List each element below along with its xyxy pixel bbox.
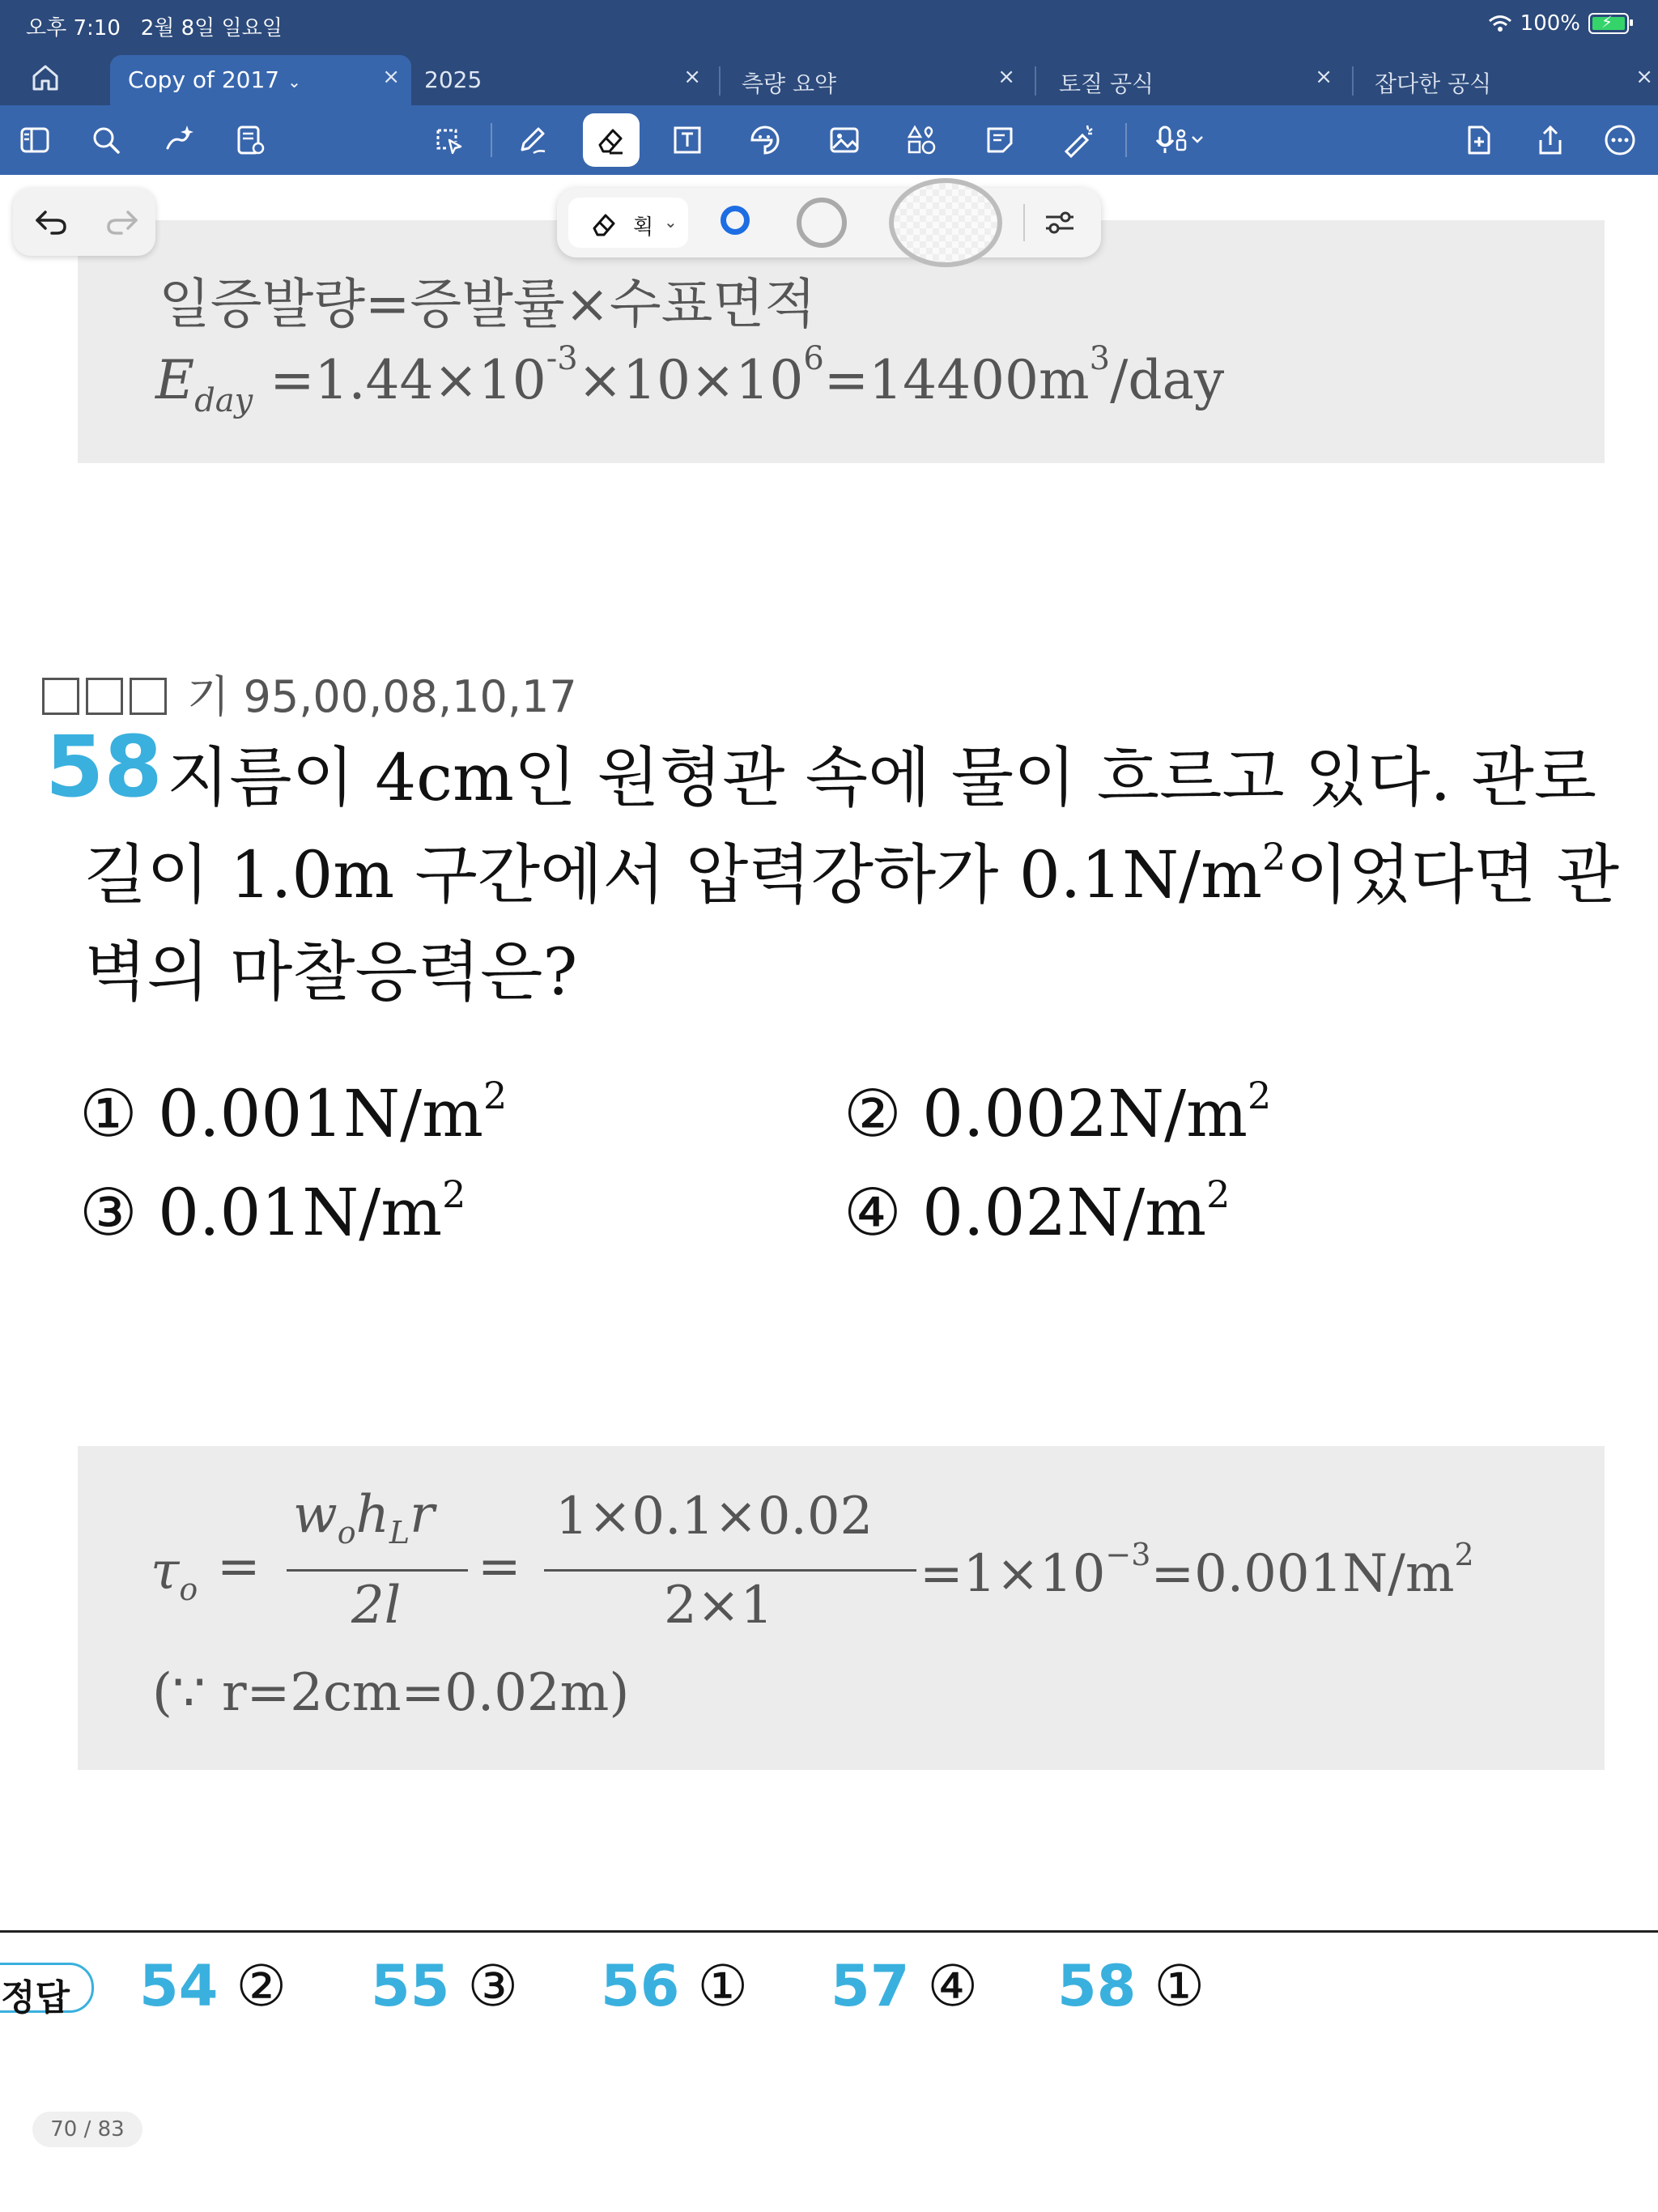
option-4: ④ $0.02N/m^2$ bbox=[844, 1172, 1231, 1250]
more-options-icon[interactable] bbox=[1598, 118, 1642, 162]
tab-misc-formulas[interactable]: 잡다한 공식 × bbox=[1375, 65, 1653, 97]
checkbox[interactable] bbox=[42, 678, 79, 715]
evaporation-equation: $E_{day} =1.44\times 10^{-3}\times 10\times 10^6=14400m^3/day$ bbox=[155, 340, 1225, 419]
laser-pointer-icon[interactable] bbox=[1056, 118, 1099, 162]
redo-icon[interactable] bbox=[102, 201, 142, 241]
fraction-bar bbox=[287, 1569, 468, 1572]
text-box-icon[interactable] bbox=[665, 118, 709, 162]
tau-symbol: $\tau_o$ bbox=[151, 1542, 198, 1607]
sticky-note-icon[interactable] bbox=[978, 118, 1022, 162]
question-line-3: 벽의 마찰응력은? bbox=[84, 934, 578, 1010]
document-page[interactable] bbox=[0, 175, 1658, 2212]
eraser-size-medium[interactable] bbox=[797, 198, 847, 248]
toolbar-divider bbox=[491, 123, 492, 157]
audio-record-icon[interactable] bbox=[1150, 118, 1222, 162]
option-1: ① $0.001N/m^2$ bbox=[79, 1074, 508, 1151]
chevron-down-icon[interactable]: ⌄ bbox=[287, 72, 301, 91]
fraction-2-denominator: 2×1 bbox=[664, 1576, 774, 1636]
status-right bbox=[1488, 11, 1629, 36]
battery-icon: ⚡ bbox=[1588, 13, 1629, 34]
question-line-1: 지름이 4cm인 원형관 속에 물이 흐르고 있다. 관로 bbox=[167, 740, 1597, 815]
tab-divider bbox=[1035, 66, 1036, 96]
add-page-icon[interactable] bbox=[1457, 118, 1501, 162]
status-bar bbox=[0, 0, 1658, 49]
solution-box-shear-stress bbox=[78, 1446, 1605, 1770]
eraser-mode-dropdown[interactable]: 획 ⌄ bbox=[568, 198, 688, 248]
tab-close-button[interactable]: × bbox=[1315, 65, 1333, 89]
home-icon[interactable] bbox=[29, 62, 62, 94]
eraser-size-large[interactable] bbox=[889, 178, 1002, 267]
evaporation-formula-text: 일증발량=증발률×수표면적 bbox=[159, 273, 816, 335]
answer-item: 58 ① bbox=[1057, 1953, 1205, 2019]
tab-copy-of-2017[interactable]: Copy of 2017 ⌄ × bbox=[110, 55, 411, 105]
result-equation: $=1\times 10^{-3}=0.001N/m^2$ bbox=[920, 1537, 1474, 1604]
eraser-options-pill bbox=[557, 188, 1101, 257]
option-2: ② $0.002N/m^2$ bbox=[844, 1074, 1272, 1151]
undo-redo-pill bbox=[13, 188, 155, 256]
answer-item: 56 ① bbox=[601, 1953, 749, 2019]
page-list-icon[interactable] bbox=[228, 118, 272, 162]
eraser-icon bbox=[589, 207, 622, 240]
tab-close-button[interactable]: × bbox=[1635, 65, 1653, 89]
undo-icon[interactable] bbox=[31, 201, 71, 241]
pill-divider bbox=[1023, 204, 1025, 241]
status-time: 오후 7:10 2월 8일 일요일 bbox=[26, 16, 283, 40]
tab-close-button[interactable]: × bbox=[683, 65, 701, 89]
settings-sliders-icon[interactable] bbox=[1041, 204, 1078, 241]
page-indicator: 70 / 83 bbox=[32, 2112, 142, 2147]
sidebar-toggle-icon[interactable] bbox=[13, 118, 57, 162]
answer-item: 55 ③ bbox=[371, 1953, 519, 2019]
fraction-bar bbox=[544, 1569, 916, 1572]
search-icon[interactable] bbox=[84, 118, 128, 162]
tab-close-button[interactable]: × bbox=[382, 65, 400, 89]
lasso-tool-icon[interactable] bbox=[427, 118, 471, 162]
checkbox[interactable] bbox=[130, 678, 167, 715]
checkbox[interactable] bbox=[86, 678, 123, 715]
tab-divider bbox=[719, 66, 721, 96]
eraser-size-small[interactable] bbox=[721, 206, 750, 235]
fraction-1-numerator: $w_oh_Lr$ bbox=[293, 1485, 435, 1551]
fraction-2-numerator: 1×0.1×0.02 bbox=[555, 1487, 874, 1546]
sticker-icon[interactable] bbox=[743, 118, 787, 162]
equals-sign: = bbox=[478, 1537, 521, 1597]
radius-note: (∵ r=2cm=0.02m) bbox=[152, 1663, 630, 1723]
battery-percent: 100% bbox=[1520, 11, 1580, 36]
section-divider bbox=[0, 1930, 1658, 1933]
tab-close-button[interactable]: × bbox=[997, 65, 1015, 89]
chevron-down-icon: ⌄ bbox=[664, 212, 678, 232]
image-icon[interactable] bbox=[823, 118, 866, 162]
option-3: ③ $0.01N/m^2$ bbox=[79, 1172, 466, 1250]
answer-item: 57 ④ bbox=[831, 1953, 979, 2019]
question-meta: 기 95,00,08,10,17 bbox=[42, 662, 577, 725]
equals-sign: = bbox=[217, 1537, 261, 1597]
tab-divider bbox=[1352, 66, 1354, 96]
answer-label: 정답 bbox=[0, 1963, 94, 2013]
toolbar-divider bbox=[1125, 123, 1127, 157]
toolbar bbox=[0, 105, 1658, 175]
tab-survey-summary[interactable]: 측량 요약 × bbox=[742, 65, 1015, 97]
tab-soil-formulas[interactable]: 토질 공식 × bbox=[1059, 65, 1333, 97]
question-line-2: 길이 1.0m 구간에서 압력강하가 $0.1N/m^2$이었다면 관 bbox=[84, 835, 1620, 912]
share-icon[interactable] bbox=[1528, 118, 1572, 162]
answer-item: 54 ② bbox=[139, 1953, 287, 2019]
ai-sparkle-icon[interactable] bbox=[157, 118, 201, 162]
pen-tool-icon[interactable] bbox=[510, 118, 554, 162]
tab-bar bbox=[0, 49, 1658, 105]
shapes-icon[interactable] bbox=[900, 118, 944, 162]
wifi-icon bbox=[1488, 14, 1512, 33]
fraction-1-denominator: 2l bbox=[351, 1576, 402, 1636]
question-number: 58 bbox=[45, 717, 163, 816]
eraser-tool-icon[interactable] bbox=[583, 113, 640, 167]
tab-2025[interactable]: 2025 × bbox=[424, 65, 701, 93]
